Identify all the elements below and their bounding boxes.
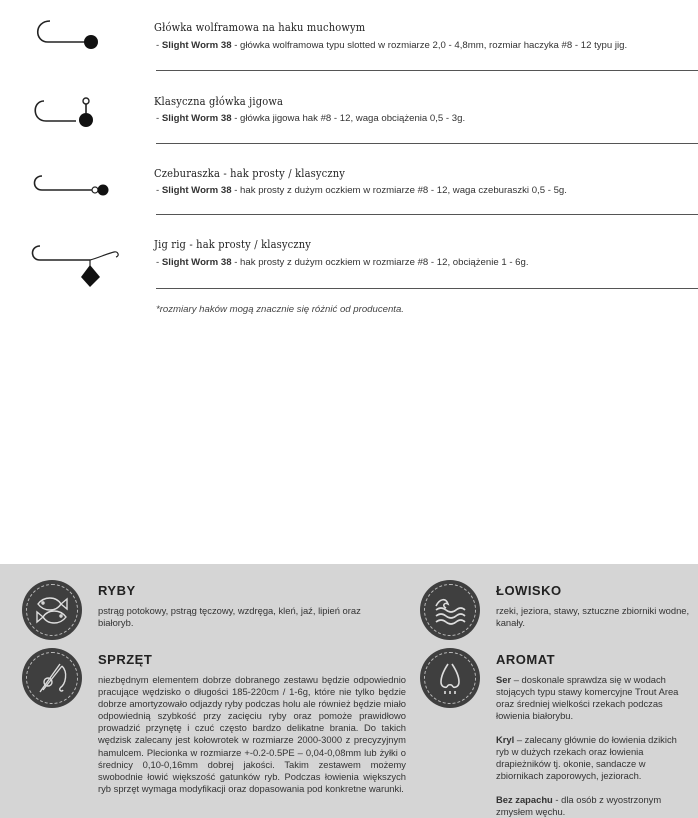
divider <box>156 214 698 215</box>
section-text-ryby: pstrąg potokowy, pstrąg tęczowy, wzdręga, kleń, jaź, lipień oraz białoryb. <box>98 605 361 629</box>
divider <box>156 288 698 289</box>
aroma-badge <box>420 648 480 708</box>
section-text-sprzet: niezbędnym elementem dobrze dobranego zestawu będzie odpowiednio pracujące wędzisko o długości 185-220cm / 1-6g, które nie tylko będzie dobrze amortyzowało odjazdy ryby podczas holu ale również będzie miało odpowiednią szybkość przy zacięciu ryby oraz pomoże prawidłowo prowadzić przynętę i czuć często bardzo delikatne brania. Do takich wędzisk zalecany jest kołowrotek w rozmiarze 2000-3000 z precyzyjnym hamulcem. Plecionka w rozmiarze +-0.2-0.5PE – 0,04-0,08mm lub żyłki o średnicy 0,10-0,16mm dobrej jakości. Takim zestawem możemy swobodnie łowić większość gatunków ryb. Podczas łowienia większych ryb sprzęt wymaga modyfikacji oraz dopasowania pod konkretne warunki. <box>98 674 406 794</box>
classic-jighead-icon <box>28 95 108 135</box>
aroma-item: Ser – doskonale sprawdza się w wodach stojących typu stawy komercyjne Trout Area oraz średniej wielkości rzekach podczas łowienia białorybu. <box>496 674 679 722</box>
cheburashka-icon <box>28 170 118 200</box>
fish-badge <box>22 580 82 640</box>
divider <box>156 143 698 144</box>
rig-description: - Slight Worm 38 - główka jigowa hak #8 - 12, waga obciążenia 0,5 - 3g. <box>156 113 466 124</box>
rig-description: - Slight Worm 38 - hak prosty z dużym oczkiem w rozmiarze #8 - 12, waga czeburaszki 0,5 - 5g. <box>156 185 567 196</box>
aroma-item: Bez zapachu - dla osób z wyostrzonym zmysłem węchu. <box>496 794 662 818</box>
rig-title: Czeburaszka - hak prosty / klasyczny <box>154 166 346 180</box>
tungsten-jighead-icon <box>28 18 108 68</box>
rig-title: Jig rig - hak prosty / klasyczny <box>154 237 312 251</box>
fish-icon <box>34 592 70 628</box>
section-title-sprzet: SPRZĘT <box>98 652 153 667</box>
section-title-ryby: RYBY <box>98 583 136 598</box>
info-panel <box>0 564 698 818</box>
section-text-lowisko: rzeki, jeziora, stawy, sztuczne zbiorniki wodne, kanały. <box>496 605 690 629</box>
nose-icon <box>432 660 468 696</box>
divider <box>156 70 698 71</box>
section-title-aromat: AROMAT <box>496 652 556 667</box>
footnote: *rozmiary haków mogą znacznie się różnić od producenta. <box>156 304 404 315</box>
rig-title: Główka wolframowa na haku muchowym <box>154 20 366 34</box>
water-badge <box>420 580 480 640</box>
waves-icon <box>432 592 468 628</box>
rod-badge <box>22 648 82 708</box>
rod-reel-icon <box>34 660 70 696</box>
rig-description: - Slight Worm 38 - główka wolframowa typu slotted w rozmiarze 2,0 - 4,8mm, rozmiar haczyka #8 - 12 typu jig. <box>156 40 628 51</box>
aroma-item: Kryl – zalecany głównie do łowienia dzikich ryb w dużych rzekach oraz łowienia drapieżników tj. okonie, sandacze w zbiornikach zaporowych, jeziorach. <box>496 734 677 782</box>
section-title-lowisko: ŁOWISKO <box>496 583 562 598</box>
jig-rig-icon <box>28 240 128 290</box>
rig-description: - Slight Worm 38 - hak prosty z dużym oczkiem w rozmiarze #8 - 12, obciążenie 1 - 6g. <box>156 257 529 268</box>
rig-title: Klasyczna główka jigowa <box>154 94 284 108</box>
